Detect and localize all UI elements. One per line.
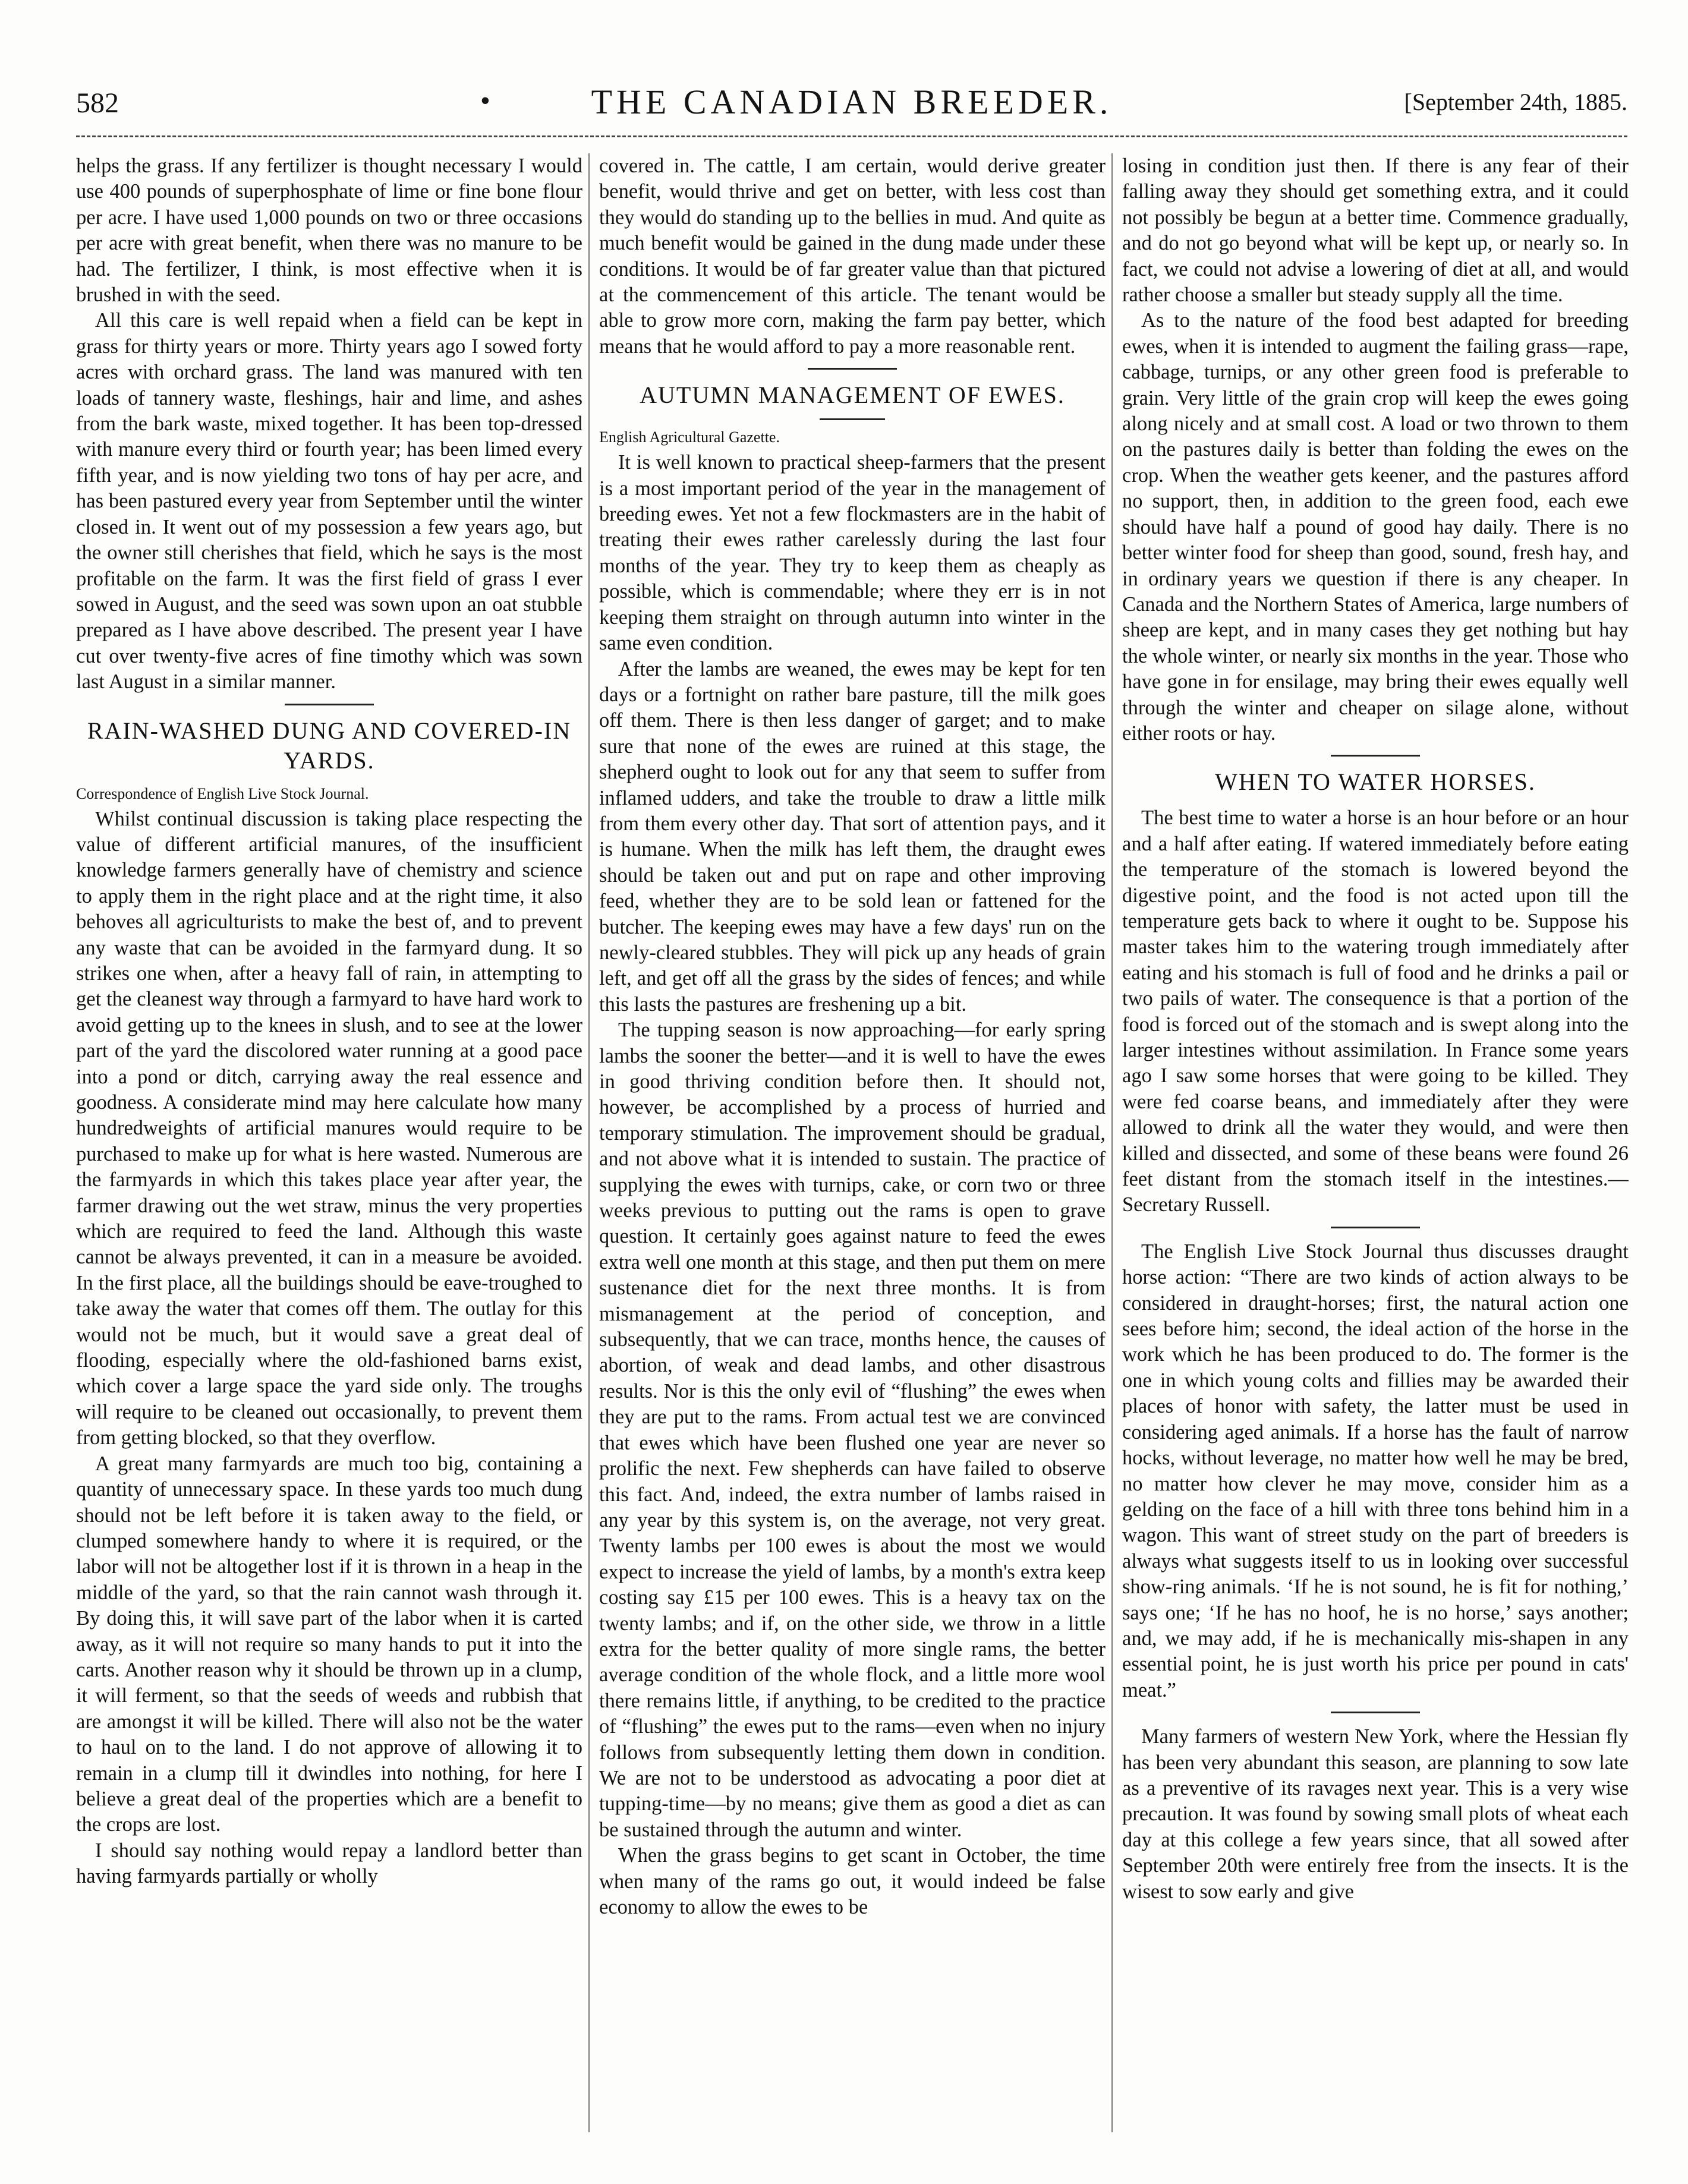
heading-rule [820,418,885,420]
column-divider [588,153,590,2132]
section-rule [285,704,374,705]
paragraph: When the grass begins to get scant in October, the time when many of the rams go out, it would indeed be false economy to allow the ewes to be [599,1844,1106,1918]
paragraph: Whilst continual discussion is taking place respecting the value of different artificial manures, of the insufficient knowledge farmers generally have of chemistry and science to apply them in the right place and at the right time, it also behoves all agriculturists to make the best of, and to prevent any waste that can be avoided in the farmyard dung. It so strikes one when, after a heavy fall of rain, in attempting to get the cleanest way through a farmyard to have hard work to avoid getting up to the knees in slush, and to see at the lower part of the yard the discolored water running at a good pace into a pond or ditch, carrying away the real essence and goodness. A considerate mind may here calculate how many hundredweights of artificial manures would require to be purchased to make up for what is here wasted. Numerous are the farmyards in which this takes place year after year, the farmer drawing out the wet straw, minus the very properties which are required to feed the land. Although this waste cannot be always prevented, it can in a measure be avoided. In the first place, all the buildings should be eave-troughed to take away the water that comes off them. The outlay for this would not be much, but it would save a great deal of flooding, especially where the old-fashioned barns exist, which cover a large space the yard side only. The troughs will require to be cleaned out occasionally, to prevent them from getting blocked, so that they overflow. [76,807,582,1449]
newspaper-title: THE CANADIAN BREEDER. [591,83,1113,121]
section-rule [1331,755,1420,757]
paragraph: The tupping season is now approaching—for early spring lambs the sooner the better—and it is well to have the ewes in good thriving condition before then. It should not, however, be accomplished by a process of hurried and temporary stimulation. The improvement should be gradual, and not above what it is intended to sustain. The practice of supplying the ewes with turnips, cake, or corn two or three weeks previous to putting out the rams is open to grave question. It certainly goes against nature to feed the ewes extra well one month at this stage, and then put them on mere sustenance diet for the next three months. It is from mismanagement at the period of conception, and subsequently, that we can trace, months hence, the causes of abortion, of weak and dead lambs, and other disastrous results. Nor is this the only evil of “flushing” the ewes when they are put to the rams. From actual test we are convinced that ewes which have been flushed one year are never so prolific the next. Few shepherds can have failed to observe this fact. And, indeed, the extra number of lambs raised in any year by this system is, on the average, not very great. Twenty lambs per 100 ewes is about the most we would expect to increase the yield of lambs, by a month's extra keep costing say £15 per 100 ewes. This is a heavy tax on the twenty lambs; and if, on the other side, we throw in a little extra for the better quality of more single rams, the better average condition of the whole flock, and a little more wool there remains little, if anything, to be credited to the practice of “flushing” the ewes put to the rams—even when no injury follows from subsequently letting them down in condition. We are not to be understood as advocating a poor diet at tupping-time—by no means; give them as good a diet as can be sustained through the autumn and winter. [599,1019,1106,1841]
paragraph: It is well known to practical sheep-farmers that the present is a most important period of the year in the management of breeding ewes. Yet not a few flockmasters are in the habit of treating their ewes rather carelessly during the last four months of the year. They try to keep them as cheaply as possible, which is commendable; where they err is in not keeping them straight on through autumn into winter in the same even condition. [599,451,1106,655]
article-source: English Agricultural Gazette. [599,428,780,446]
article-heading: RAIN-WASHED DUNG AND COVERED-IN YARDS. [87,717,572,774]
paragraph: I should say nothing would repay a landlord better than having farmyards partially or wholly [76,1839,582,1888]
section-rule [1331,1227,1420,1228]
paragraph: Many farmers of western New York, where the Hessian fly has been very abundant this season, are planning to sow late as a preventive of its ravages next year. This is a very wise precaution. It was found by sowing small plots of wheat each day at this college a few years since, that all sowed after September 20th were entirely free from the insects. It is the wisest to sow early and give [1122,1725,1629,1903]
paragraph: As to the nature of the food best adapted for breeding ewes, when it is intended to augment the failing grass—rape, cabbage, turnips, or any other green food is preferable to grain. Very little of the grain crop will keep the ewes going along nicely and at small cost. A load or two thrown to them on the pastures daily is better than folding the ewes on the crop. When the weather gets keener, and the pastures afford no support, then, in addition to the green food, each ewe should have half a pound of good hay daily. There is no better winter food for sheep than good, sound, fresh hay, and in ordinary years we question if there is any cheaper. In Canada and the Northern States of America, large numbers of sheep are kept, and in many cases they get nothing but hay the whole winter, or nearly six months in the year. Those who have gone in for ensilage, may bring their ewes equally well through the winter and cheaper on silage alone, without either roots or hay. [1122,309,1629,745]
paragraph: A great many farmyards are much too big, containing a quantity of unnecessary space. In these yards too much dung should not be left before it is taken away to the field, or clumped somewhere handy to where it is required, or the labor will not be altogether lost if it is thrown in a heap in the middle of the yard, so that the rain cannot wash through it. By doing this, it will save part of the labor when it is carted away, as it will not require so many hands to put it into the carts. Another reason why it should be thrown up in a clump, it will ferment, so that the seeds of weeds and rubbish that are amongst it will be killed. There will also not be the water to haul on to the land. I do not approve of allowing it to remain in a clump till it dwindles into nothing, for here I believe a great deal of the properties which are a benefit to the crops are lost. [76,1452,582,1836]
paragraph: All this care is well repaid when a field can be kept in grass for thirty years or more. Thirty years ago I sowed forty acres with orchard grass. The land was manured with ten loads of tannery waste, fleshings, hair and lime, and ashes from the bark waste, mixed together. It has been top-dressed with manure every third or fourth year; has been limed every fifth year, and is now yielding two tons of hay per acre, and has been pastured every year from September until the winter closed in. It went out of my possession a few years ago, but the owner still cherishes that field, which he says is the most profitable on the farm. It was the first field of grass I ever sowed in August, and the seed was sown upon an oat stubble prepared as I have above described. The present year I have cut over twenty-five acres of fine timothy which was sown last August in a similar manner. [76,309,582,694]
header-rule [76,135,1627,137]
paragraph: helps the grass. If any fertilizer is thought necessary I would use 400 pounds of superphosphate of lime or fine bone flour per acre. I have used 1,000 pounds on two or three occasions per acre with great benefit, when there was no manure to be had. The fertilizer, I think, is most effective when it is brushed in with the seed. [76,155,582,307]
article-heading: WHEN TO WATER HORSES. [1215,768,1536,796]
column-1 [76,153,582,2156]
section-rule [808,368,897,370]
header-separator: • [480,85,490,116]
column-divider [1111,153,1113,2132]
paragraph: losing in condition just then. If there is any fear of their falling away they should get something extra, and it could not possibly be begun at a better time. Commence gradually, and do not go beyond what will be kept up, or nearly so. In fact, we could not advise a lowering of diet at all, and would rather choose a smaller but steady supply all the time. [1122,155,1629,307]
column-3 [1122,153,1629,2156]
paragraph: The best time to water a horse is an hour before or an hour and a half after eating. If watered immediately before eating the temperature of the stomach is lowered beyond the digestive point, and the food is not acted upon till the temperature gets back to where it ought to be. Suppose his master takes him to the watering trough immediately after eating and his stomach is full of food and he drinks a pail or two pails of water. The consequence is that a portion of the food is forced out of the stomach and is swept along into the larger intestines without assimilation. In France some years ago I saw some horses that were going to be killed. They were fed coarse beans, and immediately after they were allowed to drink all the water they would, and were then killed and dissected, and some of these beans were found 26 feet distant from the stomach itself in the intestines.—Secretary Russell. [1122,806,1629,1217]
column-2 [599,153,1106,2156]
paragraph: The English Live Stock Journal thus discusses draught horse action: “There are two kinds of action always to be considered in draught-horses; first, the natural action one sees before him; second, the ideal action of the horse in the work which he has been produced to do. The former is the one in which young colts and fillies may be awarded their places of honor with safety, the latter must be used in considering aged animals. If a horse has the fault of narrow hocks, without leverage, no matter how well he may be bred, no matter how clever he may move, consider him as a gelding on the face of a hill with three tons behind him in a wagon. This want of street study on the part of breeders is always what suggests itself to us in looking over successful show-ring animals. ‘If he is not sound, he is fit for nothing,’ says one; ‘If he has no hoof, he is no horse,’ says another; and, we may add, if he is mechanically mis-shapen in any essential point, he is just worth his price per pound in cats' meat.” [1122,1240,1629,1701]
paragraph: covered in. The cattle, I am certain, would derive greater benefit, would thrive and get on better, with less cost than they would do standing up to the bellies in mud. And quite as much benefit would be gained in the dung made under these conditions. It would be of far greater value than that pictured at the commencement of this article. The tenant would be able to grow more corn, making the farm pay better, which means that he would afford to pay a more reasonable rent. [599,155,1106,358]
page-number: 582 [76,87,119,119]
issue-date: [September 24th, 1885. [1404,89,1627,115]
masthead [76,78,1627,126]
article-source: Correspondence of English Live Stock Journal. [76,784,369,802]
section-rule [1331,1712,1420,1713]
paragraph: After the lambs are weaned, the ewes may be kept for ten days or a fortnight on rather bare pasture, till the milk goes off them. There is then less danger of garget; and to make sure that none of the ewes are ruined at this stage, the shepherd ought to look out for any that seem to suffer from inflamed udders, and take the trouble to draw a little milk from them every other day. That sort of attention pays, and it is humane. When the milk has left them, the draught ewes should be taken out and put on rape and other improving feed, whether they are to be sold lean or fattened for the butcher. The keeping ewes may have a few days' run on the newly-cleared stubbles. They will pick up any heads of grain left, and get off all the grass by the sides of fences; and while this lasts the pastures are freshening up a bit. [599,657,1106,1016]
article-heading: AUTUMN MANAGEMENT OF EWES. [640,382,1065,409]
